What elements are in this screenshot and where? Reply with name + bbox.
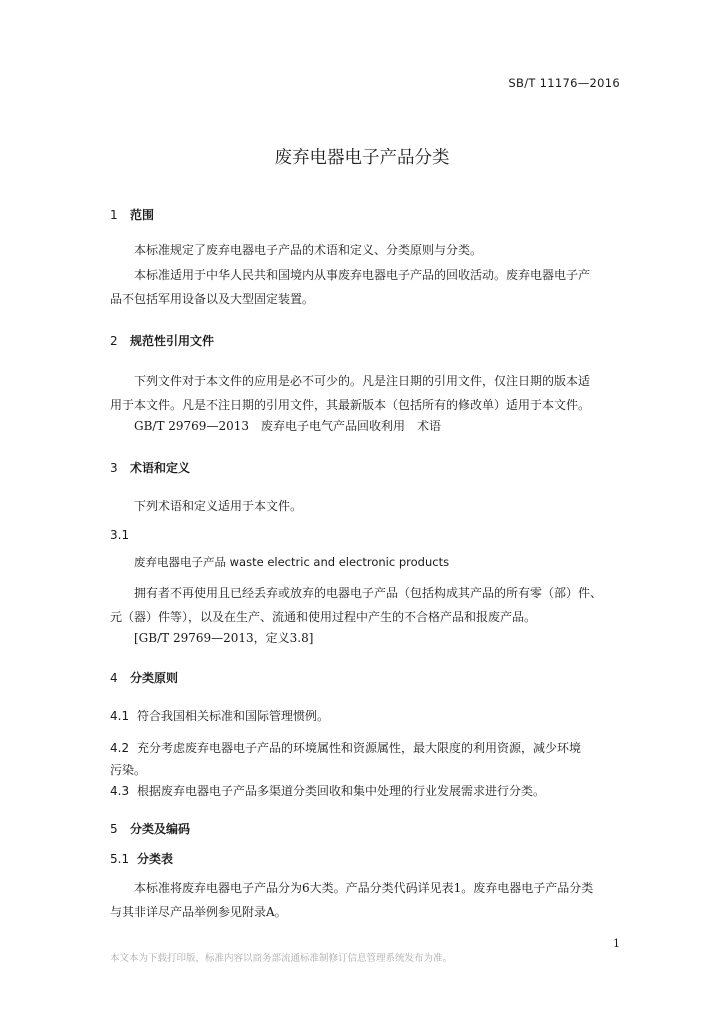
section-5-heading	[110, 820, 190, 837]
clause-4-3	[110, 782, 545, 799]
section-title: 规范性引用文件	[130, 334, 215, 348]
download-disclaimer: 本文本为下载打印版，标准内容以商务部流通标准制修订信息管理系统发布为准。	[110, 953, 453, 964]
paragraph: 下列术语和定义适用于本文件。	[134, 499, 303, 513]
paragraph: 本标准适用于中华人民共和国境内从事废弃电器电子产品的回收活动。废弃电器电子产	[134, 268, 591, 282]
clause-4-2	[110, 739, 581, 756]
paragraph: 本标准规定了废弃电器电子产品的术语和定义、分类原则与分类。	[134, 243, 483, 257]
section-title: 分类及编码	[130, 822, 191, 836]
clause-number: 4.1	[110, 709, 130, 723]
clause-text: 充分考虑废弃电器电子产品的环境属性和资源属性，最大限度的利用资源，减少环境	[137, 741, 582, 755]
term-definition: 拥有者不再使用且已经丢弃或放弃的电器电子产品（包括构成其产品的所有零（部）件、	[134, 586, 603, 600]
clause-4-1	[110, 707, 329, 724]
section-number: 3	[110, 461, 118, 475]
section-2-heading	[110, 332, 214, 349]
section-title: 分类原则	[130, 671, 179, 685]
subsection-5-1	[110, 850, 173, 867]
section-title: 范围	[130, 208, 155, 222]
paragraph-continuation: 与其非详尽产品举例参见附录A。	[110, 905, 287, 919]
term-source: [GB/T 29769—2013，定义3.8]	[134, 631, 314, 645]
section-number: 5	[110, 822, 118, 836]
term-entry: 废弃电器电子产品 waste electric and electronic products	[134, 555, 450, 569]
document-title: 废弃电器电子产品分类	[274, 148, 450, 168]
clause-text: 符合我国相关标准和国际管理惯例。	[137, 709, 330, 723]
page-number: 1	[613, 937, 620, 950]
paragraph: 本标准将废弃电器电子产品分为6大类。产品分类代码详见表1。废弃电器电子产品分类	[134, 881, 594, 895]
paragraph-continuation: 品不包括军用设备以及大型固定装置。	[110, 292, 315, 306]
section-number: 4	[110, 671, 118, 685]
clause-number: 4.3	[110, 784, 130, 798]
term-definition-continuation: 元（器）件等），以及在生产、流通和使用过程中产生的不合格产品和报废产品。	[110, 610, 537, 624]
section-title: 术语和定义	[130, 461, 191, 475]
section-1-heading	[110, 206, 154, 223]
section-4-heading	[110, 669, 178, 686]
clause-number: 4.2	[110, 741, 130, 755]
standard-code: SB/T 11176—2016	[508, 76, 620, 90]
clause-continuation: 污染。	[110, 763, 147, 777]
subsection-number: 3.1	[110, 528, 130, 542]
subsection-title: 分类表	[137, 852, 174, 866]
paragraph: 下列文件对于本文件的应用是必不可少的。凡是注日期的引用文件，仅注日期的版本适	[134, 374, 591, 388]
subsection-number: 5.1	[110, 852, 130, 866]
section-number: 1	[110, 208, 118, 222]
section-number: 2	[110, 334, 118, 348]
section-3-heading	[110, 459, 190, 476]
clause-text: 根据废弃电器电子产品多渠道分类回收和集中处理的行业发展需求进行分类。	[137, 784, 546, 798]
paragraph-continuation: 用于本文件。凡是不注日期的引用文件，其最新版本（包括所有的修改单）适用于本文件。	[110, 398, 591, 412]
normative-reference: GB/T 29769—2013 废弃电子电气产品回收利用 术语	[134, 419, 441, 433]
